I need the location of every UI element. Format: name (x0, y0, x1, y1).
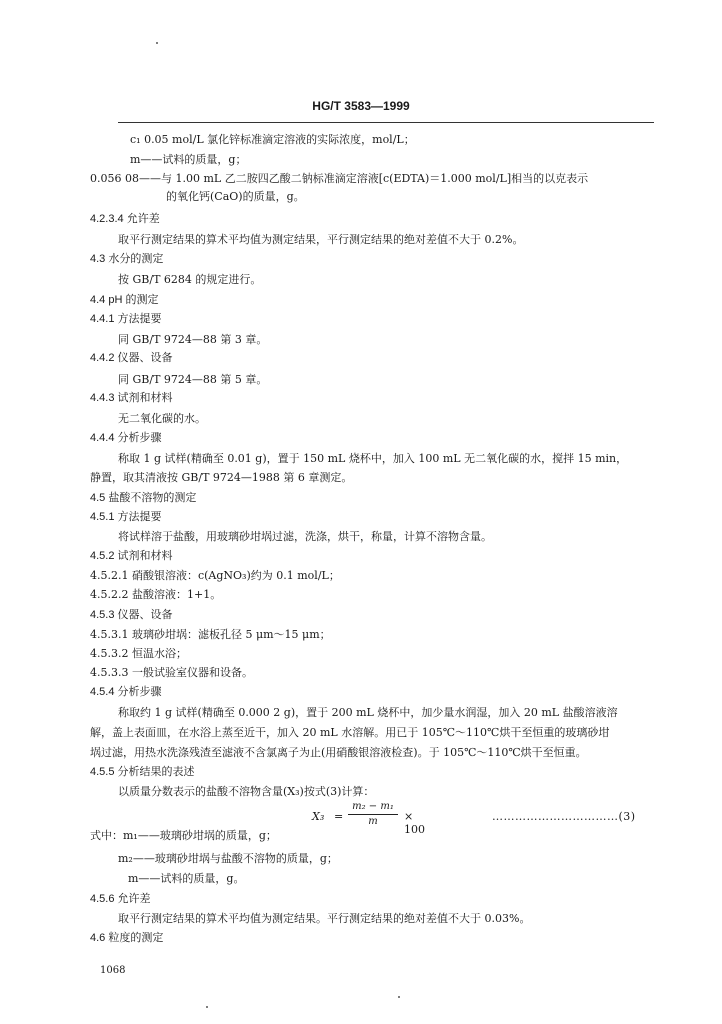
paragraph: 无二氧化碳的水。 (118, 412, 206, 425)
heading-4-5-1: 4.5.1 方法提要 (90, 511, 162, 523)
paragraph: 称取约 1 g 试样(精确至 0.000 2 g)，置于 200 mL 烧杯中，加少量水润湿，加入 20 mL 盐酸溶液溶 (118, 706, 618, 719)
formula-fraction (348, 800, 398, 829)
var-m-def: m——试料的质量，g； (130, 153, 247, 166)
heading-4-5: 4.5 盐酸不溶物的测定 (90, 492, 197, 504)
paragraph: 按 GB/T 6284 的规定进行。 (118, 273, 262, 286)
item-4-5-2-2: 4.5.2.2 盐酸溶液：1+1。 (90, 588, 222, 601)
item-4-5-3-3: 4.5.3.3 一般试验室仪器和设备。 (90, 666, 253, 679)
heading-4-4: 4.4 pH 的测定 (90, 294, 159, 306)
heading-4-3: 4.3 水分的测定 (90, 253, 164, 265)
const-def: 0.056 08——与 1.00 mL 乙二胺四乙酸二钠标准滴定溶液[c(EDTA)＝1.000 mol/L]相当的以克表示 (90, 172, 589, 185)
const-def-cont: 的氧化钙(CaO)的质量，g。 (166, 190, 305, 203)
paragraph: 以质量分数表示的盐酸不溶物含量(X₃)按式(3)计算： (118, 785, 375, 798)
paragraph: 称取 1 g 试样(精确至 0.01 g)，置于 150 mL 烧杯中，加入 100 mL 无二氧化碳的水，搅拌 15 min， (118, 452, 628, 465)
paragraph-cont: 埚过滤，用热水洗涤残渣至滤液不含氯离子为止(用硝酸银溶液检查)。于 105℃～110℃烘干至恒重。 (90, 746, 587, 759)
paragraph: 取平行测定结果的算术平均值为测定结果，平行测定结果的绝对差值不大于 0.2%。 (118, 233, 524, 246)
var-c1-def: c₁ 0.05 mol/L 氯化锌标准滴定溶液的实际浓度，mol/L； (130, 133, 415, 146)
heading-4-2-3-4: 4.2.3.4 允许差 (90, 213, 160, 225)
where-m-def: m——试料的质量，g。 (128, 872, 245, 885)
equation-number: ……………………………(3) (492, 810, 636, 823)
formula-denominator: m (368, 816, 378, 827)
heading-4-5-3: 4.5.3 仪器、设备 (90, 609, 173, 621)
item-4-5-3-1: 4.5.3.1 玻璃砂坩埚：滤板孔径 5 μm～15 μm； (90, 628, 331, 641)
page-number: 1068 (100, 965, 126, 976)
scan-speck (398, 996, 400, 998)
scan-speck (206, 1006, 208, 1008)
formula-equals: = (334, 810, 344, 823)
scan-speck (156, 42, 158, 44)
paragraph: 取平行测定结果的算术平均值为测定结果。平行测定结果的绝对差值不大于 0.03%。 (118, 912, 531, 925)
header-rule (118, 122, 654, 123)
standard-header: HG/T 3583—1999 (312, 99, 410, 113)
heading-4-5-6: 4.5.6 允许差 (90, 893, 151, 905)
heading-4-5-2: 4.5.2 试剂和材料 (90, 550, 173, 562)
heading-4-4-3: 4.4.3 试剂和材料 (90, 392, 173, 404)
formula-numerator: m₂ − m₁ (348, 800, 398, 815)
heading-4-4-2: 4.4.2 仪器、设备 (90, 352, 173, 364)
item-4-5-2-1: 4.5.2.1 硝酸银溶液：c(AgNO₃)约为 0.1 mol/L； (90, 569, 340, 582)
heading-4-5-4: 4.5.4 分析步骤 (90, 686, 162, 698)
heading-4-5-5: 4.5.5 分析结果的表述 (90, 766, 195, 778)
paragraph-cont: 解，盖上表面皿，在水浴上蒸至近干，加入 20 mL 水溶解。用已于 105℃～110℃烘干至恒重的玻璃砂坩 (90, 726, 610, 739)
paragraph-cont: 静置，取其清液按 GB/T 9724—1988 第 6 章测定。 (90, 471, 353, 484)
paragraph: 同 GB/T 9724—88 第 3 章。 (118, 333, 268, 346)
heading-4-6: 4.6 粒度的测定 (90, 932, 164, 944)
formula-lhs: X₃ (312, 810, 325, 823)
where-m2-def: m₂——玻璃砂坩埚与盐酸不溶物的质量，g； (118, 852, 338, 865)
paragraph: 将试样溶于盐酸，用玻璃砂坩埚过滤，洗涤，烘干，称量，计算不溶物含量。 (118, 530, 492, 543)
heading-4-4-1: 4.4.1 方法提要 (90, 313, 162, 325)
paragraph: 同 GB/T 9724—88 第 5 章。 (118, 373, 268, 386)
heading-4-4-4: 4.4.4 分析步骤 (90, 432, 162, 444)
item-4-5-3-2: 4.5.3.2 恒温水浴； (90, 647, 187, 660)
where-m1-def: 式中：m₁——玻璃砂坩埚的质量，g； (90, 829, 277, 842)
formula-multiplier: × 100 (404, 810, 425, 836)
